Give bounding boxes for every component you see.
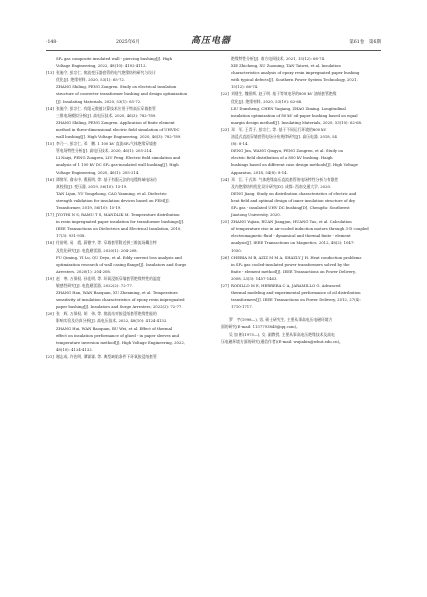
reference-entry [221, 254, 381, 282]
reference-line: heat field and optimal design of inner insulation structure of dry [231, 197, 356, 203]
author-bio-line: 吴 加 彬(1975—), 女, 副教授, 主要从事高电压绝缘技术及高电 [229, 331, 335, 337]
reference-line: analysis of 1 100 kV DC SF₆ gas-insulated wall bushing[J]. High [56, 162, 179, 168]
reference-line: 谢志成, 许佐明, 谭霖霖, 等. 典型缺陷条件下环氧胶浸纸套管 [56, 353, 157, 359]
reference-entry [46, 55, 206, 69]
reference-number: [16] [46, 176, 54, 182]
reference-line: Arresters, 2020(1): 204-208. [56, 268, 112, 274]
reference-entry [46, 176, 206, 211]
reference-line: ZHANG Hui, WAN Baoquan, BU Wei, et al. Effect of thermal [56, 325, 173, 331]
reference-line: in resin impregnated paper insulation for transformer bushings[J]. [56, 219, 185, 225]
reference-line: 17(3): 931-938. [56, 233, 86, 239]
reference-line: 优化[J]. 绝缘材料, 2020, 53(1): 65-72. [56, 77, 126, 83]
reference-line: analysis[J]. IEEE Transactions on Magnetics, 2012, 48(2): 1047- [231, 240, 355, 246]
reference-line: structure of converter transformer bushing and design optimization [56, 91, 188, 97]
reference-line: 真校验[J]. 变压器, 2019, 56(10): 15-19. [56, 183, 128, 189]
reference-line: Transformer, 2019, 56(10): 15-19. [56, 204, 122, 210]
reference-line: effect on insulation performance of glued - in paper sleeves and [56, 332, 180, 338]
author-bio-line: 罗 宇(1998—), 男, 硕士研究生, 主要从事高电压电磁环境方 [229, 317, 333, 323]
reference-line: with typical defects[J]. Southern Power System Technology, 2021, [231, 77, 358, 83]
reference-entry [46, 105, 206, 140]
reference-line: 刘建生, 魏景辉, 赵子明. 基于等效电导的800 kV 油纸套管绝缘 [231, 91, 337, 97]
reference-line: 及内绝缘结构优化设计研究[D]. 成都: 西南交通大学, 2020. [231, 183, 332, 189]
reference-line: ZHANG Han, WAN Baoquan, XU Zhenming, et al. Temperature [56, 290, 178, 296]
reference-line: 优化[J]. 绝缘材料, 2020, 53(10): 62-68. [231, 98, 303, 104]
reference-line: ZHANG Shiling, PENG Zongren. Study on electrical insulation [56, 84, 177, 90]
reference-line: 张施令, 彭宗仁. 有限元数值计算技术应用于特高压穿墙套管 [56, 105, 156, 111]
reference-line: sensitivity of insulation characteristics of epoxy resin impregnated [56, 297, 185, 303]
reference-line: Apparatus, 2018, 54(8): 8-14. [231, 169, 288, 175]
reference-line: Voltage Engineering, 2022, 48(10): 4102-4112. [56, 63, 147, 69]
reference-entry [221, 126, 381, 176]
reference-line: of temperature rise in air-cooled induction motors through 3-D coupled [231, 226, 369, 232]
reference-line: LIU Dunsheng, CHEN Yaqiang, ZHAO Ziming. Longitudinal [231, 105, 346, 111]
reference-number: [19] [46, 275, 54, 281]
reference-entry [46, 69, 206, 104]
reference-line: 1710-1717. [231, 304, 253, 310]
reference-line: 三维电场模拟分析[J]. 高电压技术, 2020, 46(3): 782-789. [56, 112, 157, 118]
reference-line: 邓 军, 王青于, 彭宗仁, 等. 基于不同运行环境的800 kV [231, 126, 327, 132]
reference-line: DENG Jiang. Study on distribution characteristics of electric and [231, 190, 357, 196]
reference-entry [46, 275, 206, 310]
reference-line: RODILLO M E, HERRERA C A, JARAMILLO G. Advanced [231, 283, 341, 288]
volume-issue: 第61卷 第6期 [349, 40, 381, 45]
reference-line: 敏感性研究[J]. 电瓷避雷器, 2022(2): 72-77. [56, 283, 133, 288]
reference-number: [14] [46, 105, 54, 111]
reference-number: [20] [46, 311, 54, 317]
reference-line: in SF₆ gas cooled-insulated power transformers solved by the [231, 261, 350, 267]
reference-line: 邓 江, 于式玮. 气体绝缘高压直流套管的电场特性分析与有限性 [231, 176, 339, 182]
reference-line: bushings based on different case design methods[J]. High Voltage [231, 162, 358, 168]
reference-line: 李乃一, 彭宗仁, 邓 鹏. 1 100 kV 直流SF₆气体绝缘穿墙套 [56, 141, 157, 147]
reference-line: SF₆ gas composite insulated wall - piercing bushing[J]. High [56, 56, 173, 61]
reference-line: finite - element method[J]. IEEE Transactions on Power Delivery, [231, 268, 356, 274]
reference-line: temperature inversion method[J]. High Voltage Engineering, 2022, [56, 339, 185, 345]
reference-line: 张 辉, 万保权, 胡 伟, 等. 换流站对胶浸纸套管绝缘性能的 [56, 311, 157, 317]
reference-entry [46, 211, 206, 239]
reference-line: IEEE Transactions on Dielectrics and Electrical Insulation, 2010, [56, 226, 182, 232]
reference-number: [15] [46, 141, 54, 147]
reference-number: [23] [221, 126, 229, 132]
left-column [46, 55, 206, 360]
reference-line: JYOTHI N S, RAMU T S, MANDLIK M. Temperature distribution [56, 212, 180, 218]
reference-line: optimization research of wall casing flange[J]. Insulators and Surge [56, 261, 187, 267]
author-bio-line: 面的研究(E-mail: 1137793848@qq.com)。 [221, 324, 300, 330]
right-reference-list [221, 55, 381, 310]
reference-line: FU Qiming, YI Lu, QU Deyu, et al. Eddy current loss analysis and [56, 254, 182, 260]
reference-line: ZHANG Yujian, RUAN Jiangjun, HUANG Tao, et al. Calculation [231, 219, 352, 225]
author-bio-line: 压电磁环境方面的研究(通信作者)(E-mail: wujiabin@whut.edu.cn)。 [221, 338, 343, 344]
reference-line: 1050. [231, 247, 242, 253]
reference-line: electromagnetic fluid - dynamical and thermal finite - element [231, 233, 351, 239]
reference-line: transformers[J]. IEEE Transactions on Power Delivery, 2012, 27(4): [231, 297, 361, 303]
reference-line: 影响实验及仿真分析[J]. 高电压技术, 2022, 48(10): 4124-4132. [56, 318, 168, 324]
running-header [46, 38, 381, 48]
reference-entry [221, 282, 381, 310]
reference-entry [221, 90, 381, 125]
reference-number: [13] [46, 70, 54, 76]
reference-line: 15(12): 66-74. [231, 84, 259, 90]
reference-entry [46, 140, 206, 175]
reference-entry [221, 218, 381, 253]
reference-line: margin design method[J]. Insulating Materials, 2020, 53(10): 62-68. [231, 119, 363, 125]
reference-line: characteristics analysis of epoxy resin impregnated paper bushing [231, 70, 360, 76]
reference-line: 管电场特性分析[J]. 高电压技术, 2020, 46(1): 205-214. [56, 148, 153, 154]
reference-number: [27] [221, 283, 229, 288]
reference-line: paper bushing[J]. Insulators and Surge Arresters, 2022(2): 72-77. [56, 304, 183, 310]
issue-date: 2025年6月 [116, 40, 140, 45]
reference-line: 及优化研究[J]. 电瓷避雷器, 2020(1): 204-208. [56, 247, 138, 253]
author-bio [221, 331, 381, 345]
reference-line: CHEBIA M B, AZIZ M M A, SHAZLY J H. Heat conduction problems [231, 254, 362, 260]
reference-line: 张施令, 彭宗仁, 换流变压器套管的电气绝缘结构研究与设计 [56, 70, 156, 76]
page-number: ·148· [46, 40, 58, 45]
reference-number: [25] [221, 219, 229, 225]
reference-number: [21] [46, 353, 54, 359]
reference-line: Voltage Engineering, 2020, 46(1): 205-214. [56, 169, 140, 175]
reference-line: 2008, 23(3): 1457-1463. [231, 275, 278, 281]
reference-number: [24] [221, 176, 229, 182]
reference-line: SF₆ gas - insulated UHV DC bushing[D]. Chengdu: Southwest [231, 204, 350, 210]
reference-line: wall bushing[J]. High Voltage Engineering, 2020, 46(3): 782-789. [56, 134, 182, 140]
reference-line: 48(10): 4124-4132. [56, 346, 93, 352]
reference-entry [46, 310, 206, 353]
reference-number: [18] [46, 240, 54, 246]
reference-line: thermal modeling and experimental performance of oil distribution [231, 290, 361, 296]
reference-line: 赵 寒, 万保权, 孙佳明, 等. 环氧浸纸穿墙套管绝缘特性的温度 [56, 275, 161, 281]
reference-entry [221, 55, 381, 90]
reference-line: ZHANG Shiling, PENG Zongren. Application of finite element [56, 119, 175, 125]
author-bios [221, 316, 381, 344]
reference-line: [J]. Insulating Materials, 2020, 53(1): 65-72. [56, 98, 142, 104]
reference-line: (8): 8-14. [231, 141, 249, 147]
reference-line: 谭黎军, 俞永中, 曹燕明, 等. 基于有限元法的电缆终端电场仿 [56, 176, 157, 182]
reference-line: LI Naiyi, PENG Zongren, LIU Peng. Electric field simulation and [56, 155, 181, 161]
reference-line: TAN Lijun, YU Yongzhong, CAO Yanming, et al. Dielectric [56, 190, 167, 196]
reference-entry [46, 239, 206, 274]
reference-line: strength validation for insulation devices based on FEM[J]. [56, 197, 170, 203]
reference-line: 油浸式直流穿墙套管电场分布规律研究[J]. 高压电器, 2018, 54 [231, 134, 337, 140]
reference-entry [221, 176, 381, 219]
reference-number: [17] [46, 212, 54, 218]
reference-line: 绝缘特性分析[J]. 南方电网技术, 2021, 15(12): 66-74. [231, 56, 326, 61]
reference-line: method in three-dimensional electric field simulation of UHVDC [56, 126, 180, 132]
reference-line: XIE Zhicheng, XU Zuoming, TAN Taiwei, et al. Insulation [231, 63, 341, 69]
right-column [221, 55, 381, 345]
reference-line: 付裕明, 易 霞, 蔚德宇, 等. 穿墙套管附近拼三维流场耦合特 [56, 240, 157, 246]
reference-number: [26] [221, 254, 229, 260]
reference-line: insulation optimization of 80 kV oil-paper bushing based on equal [231, 112, 358, 118]
reference-line: electric field distribution of a 800 kV bushing. Haigh [231, 155, 333, 161]
reference-number: [22] [221, 91, 229, 97]
reference-line: DENG Jun, WANG Qingyu, PENG Zongren, et al. Study on [231, 148, 343, 154]
journal-logo: 高压电器 [191, 36, 232, 46]
author-bio [221, 316, 381, 330]
header-rule [46, 50, 381, 51]
reference-entry [46, 353, 206, 360]
reference-line: Jiaotong University, 2020. [231, 212, 281, 218]
